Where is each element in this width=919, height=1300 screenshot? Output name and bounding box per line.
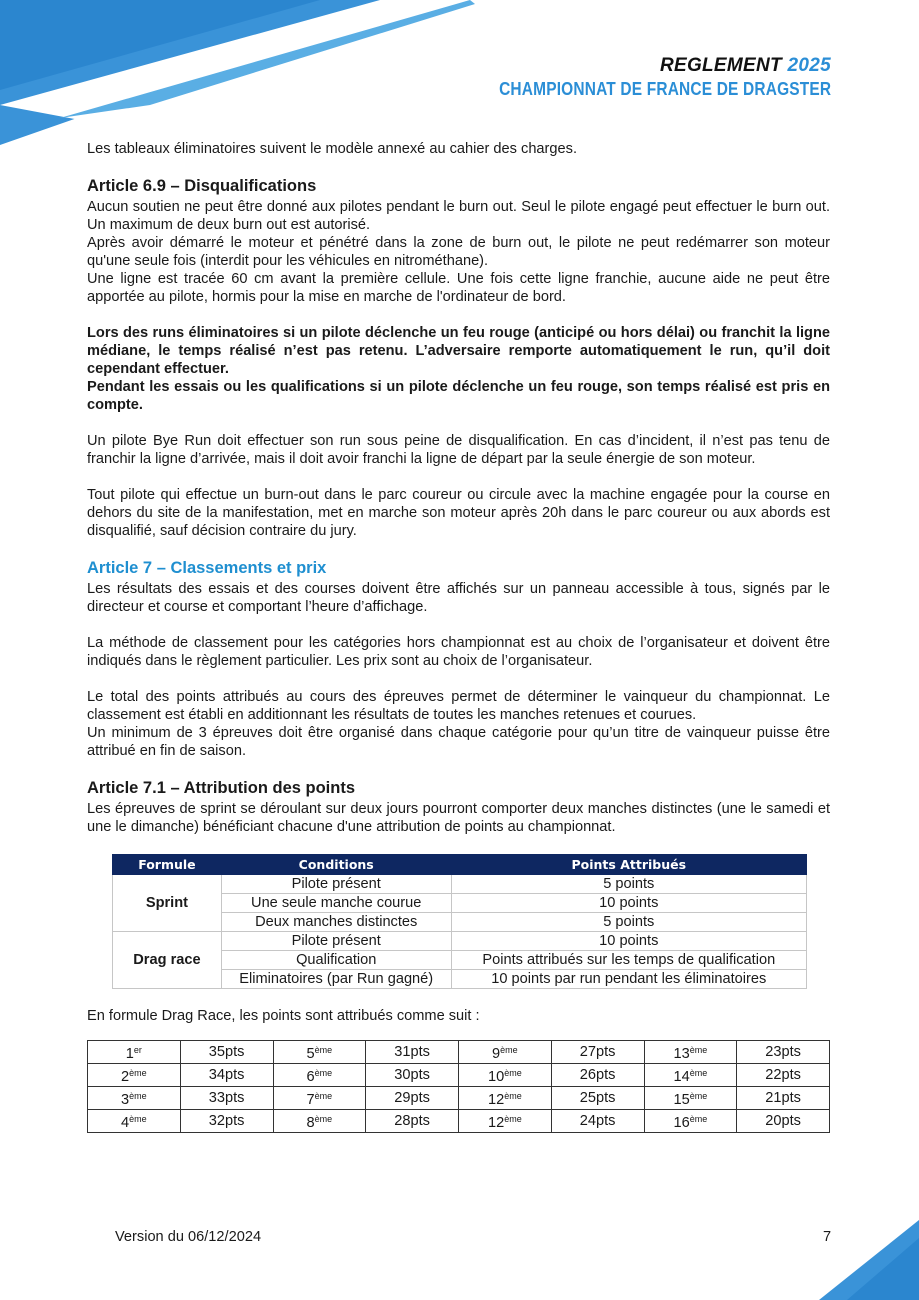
points-cell: 31pts <box>366 1041 459 1064</box>
paragraph: Après avoir démarré le moteur et pénétré dans la zone de burn out, le pilote ne peut redémarrer son moteur qu'une seule fois (interdit pour les véhicules en nitrométhane). <box>87 235 830 269</box>
table-cell: 10 points par run pendant les éliminatoires <box>451 970 806 989</box>
table-cell: Une seule manche courue <box>221 894 451 913</box>
paragraph: Les résultats des essais et des courses doivent être affichés sur un panneau accessible à tous, signés par le directeur et course et comportant l’heure d’affichage. <box>87 581 830 615</box>
table-cell: 5 points <box>451 875 806 894</box>
rank-cell: 8ème <box>273 1110 366 1133</box>
points-cell: 28pts <box>366 1110 459 1133</box>
drag-race-intro: En formule Drag Race, les points sont attribués comme suit : <box>87 1008 480 1024</box>
table-header-cell: Formule <box>113 855 222 875</box>
paragraph: La méthode de classement pour les catégories hors championnat est au choix de l’organisateur et doivent être indiqués dans le règlement particulier. Les prix sont au choix de l’organisateur. <box>87 635 830 669</box>
table-cell: 5 points <box>451 913 806 932</box>
points-cell: 33pts <box>180 1087 273 1110</box>
points-cell: 34pts <box>180 1064 273 1087</box>
points-cell: 23pts <box>737 1041 830 1064</box>
rank-cell: 5ème <box>273 1041 366 1064</box>
intro-paragraph: Les tableaux éliminatoires suivent le modèle annexé au cahier des charges. <box>87 141 577 157</box>
document-header <box>445 56 831 98</box>
rank-cell: 16ème <box>644 1110 737 1133</box>
table-header-cell: Points Attribués <box>451 855 806 875</box>
points-table <box>112 854 807 989</box>
table-cell: Eliminatoires (par Run gagné) <box>221 970 451 989</box>
table-cell: Qualification <box>221 951 451 970</box>
points-cell: 20pts <box>737 1110 830 1133</box>
points-cell: 30pts <box>366 1064 459 1087</box>
bold-paragraph: Pendant les essais ou les qualifications si un pilote déclenche un feu rouge, son temps réalisé est pris en compte. <box>87 379 830 413</box>
article-7-title: Article 7 – Classements et prix <box>87 559 327 577</box>
rank-cell: 6ème <box>273 1064 366 1087</box>
rank-cell: 12ème <box>459 1110 552 1133</box>
article-7-1-title: Article 7.1 – Attribution des points <box>87 779 356 797</box>
points-cell: 27pts <box>551 1041 644 1064</box>
decorative-triangle-bottom <box>819 1220 919 1300</box>
table-row <box>88 1064 830 1087</box>
points-cell: 26pts <box>551 1064 644 1087</box>
decorative-stripes-top <box>0 0 480 145</box>
rank-cell: 10ème <box>459 1064 552 1087</box>
table-row <box>88 1087 830 1110</box>
points-cell: 25pts <box>551 1087 644 1110</box>
table-cell: 10 points <box>451 932 806 951</box>
paragraph: Tout pilote qui effectue un burn-out dans le parc coureur ou circule avec la machine engagée pour la course en dehors du site de la manifestation, met en marche son moteur après 20h dans le parc coureur ou aux abords est disqualifié, sauf décision contraire du jury. <box>87 487 830 539</box>
paragraph: Une ligne est tracée 60 cm avant la première cellule. Une fois cette ligne franchie, aucune aide ne peut être apportée au pilote, hormis pour la mise en marche de l'ordinateur de bord. <box>87 271 830 305</box>
table-header-row <box>113 855 807 875</box>
rank-cell: 14ème <box>644 1064 737 1087</box>
paragraph: Les épreuves de sprint se déroulant sur deux jours pourront comporter deux manches distinctes (une le samedi et une le dimanche) bénéficiant chacune d'une attribution de points au championnat. <box>87 801 830 835</box>
table-cell: Pilote présent <box>221 875 451 894</box>
table-cell: Pilote présent <box>221 932 451 951</box>
paragraph: Le total des points attribués au cours des épreuves permet de déterminer le vainqueur du championnat. Le classement est établi en additionnant les résultats de toutes les manches retenues et courues. <box>87 689 830 723</box>
rank-cell: 13ème <box>644 1041 737 1064</box>
table-row <box>88 1041 830 1064</box>
table-row <box>113 932 807 951</box>
paragraph: Aucun soutien ne peut être donné aux pilotes pendant le burn out. Seul le pilote engagé peut effectuer le burn out. Un maximum de deux burn out est autorisé. <box>87 199 830 233</box>
table-cell: 10 points <box>451 894 806 913</box>
table-cell: Deux manches distinctes <box>221 913 451 932</box>
points-cell: 32pts <box>180 1110 273 1133</box>
rank-cell: 1er <box>88 1041 181 1064</box>
points-cell: 24pts <box>551 1110 644 1133</box>
points-cell: 21pts <box>737 1087 830 1110</box>
paragraph: Un pilote Bye Run doit effectuer son run sous peine de disqualification. En cas d’incident, il n’est pas tenu de franchir la ligne d’arrivée, mais il doit avoir franchi la ligne de départ par la seule énergie de son moteur. <box>87 433 830 467</box>
header-year: 2025 <box>787 55 831 76</box>
rank-cell: 9ème <box>459 1041 552 1064</box>
points-cell: 22pts <box>737 1064 830 1087</box>
formula-drag-race: Drag race <box>113 932 222 989</box>
article-6-9-title: Article 6.9 – Disqualifications <box>87 177 317 195</box>
formula-sprint: Sprint <box>113 875 222 932</box>
ranking-points-table <box>87 1040 830 1133</box>
table-row <box>113 875 807 894</box>
table-cell: Points attribués sur les temps de qualification <box>451 951 806 970</box>
points-cell: 35pts <box>180 1041 273 1064</box>
header-championship: CHAMPIONNAT DE FRANCE DE DRAGSTER <box>498 79 831 99</box>
document-body <box>87 140 830 1133</box>
table-header-cell: Conditions <box>221 855 451 875</box>
header-reglement: REGLEMENT 2025 <box>659 55 831 76</box>
rank-cell: 7ème <box>273 1087 366 1110</box>
table-row <box>88 1110 830 1133</box>
bold-paragraph: Lors des runs éliminatoires si un pilote déclenche un feu rouge (anticipé ou hors délai) ou franchit la ligne médiane, le temps réalisé n’est pas retenu. L’adversaire remporte automatiquement le run, qu’il doit cependant effectuer. <box>87 325 830 377</box>
points-cell: 29pts <box>366 1087 459 1110</box>
rank-cell: 3ème <box>88 1087 181 1110</box>
footer-version: Version du 06/12/2024 <box>115 1229 262 1245</box>
paragraph: Un minimum de 3 épreuves doit être organisé dans chaque catégorie pour qu’un titre de vainqueur puisse être attribué en fin de saison. <box>87 725 830 759</box>
rank-cell: 12ème <box>459 1087 552 1110</box>
page-number: 7 <box>823 1229 832 1245</box>
rank-cell: 4ème <box>88 1110 181 1133</box>
rank-cell: 15ème <box>644 1087 737 1110</box>
rank-cell: 2ème <box>88 1064 181 1087</box>
